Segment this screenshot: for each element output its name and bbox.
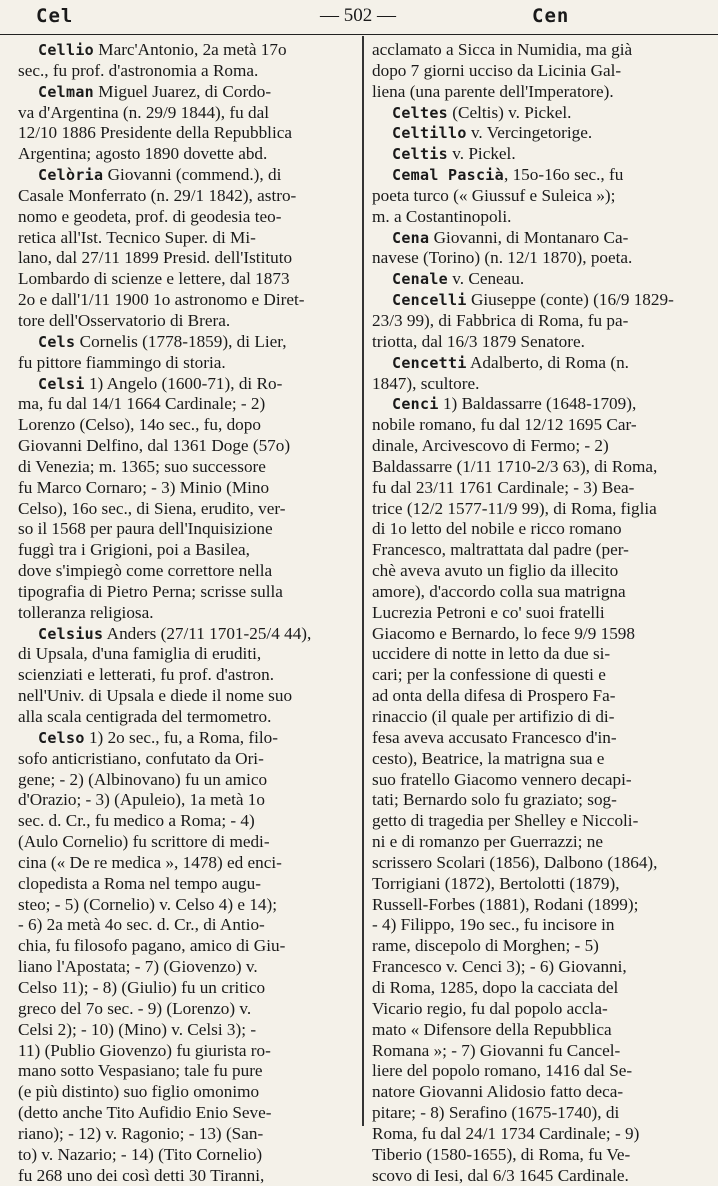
text-line — [372, 686, 706, 707]
line-text: Vicario regio, fu dal popolo accla- — [372, 998, 608, 1018]
text-line — [18, 895, 354, 916]
line-text: chia, fu filosofo pagano, amico di Giu- — [18, 936, 286, 956]
line-text: navese (Torino) (n. 12/1 1870), poeta. — [372, 248, 633, 268]
line-text: Celsi 2); - 10) (Mino) v. Celsi 3); - — [18, 1019, 257, 1039]
text-line — [18, 1041, 354, 1062]
line-text: ni e di romanzo per Guerrazzi; ne — [372, 832, 603, 852]
entry-headword: Cels — [38, 332, 76, 351]
line-text: - 6) 2a metà 4o sec. d. Cr., di Antio- — [18, 915, 265, 935]
line-text: lano, dal 27/11 1899 Presid. dell'Istituto — [18, 248, 293, 268]
text-line — [18, 811, 354, 832]
text-line — [372, 978, 706, 999]
text-line — [372, 832, 706, 853]
text-line — [372, 936, 706, 957]
line-text: Francesco, maltrattata dal padre (per- — [372, 540, 629, 560]
line-text: fesa aveva accusato Francesco d'in- — [372, 727, 617, 747]
text-line — [372, 770, 706, 791]
line-text: cesto), Beatrice, la matrigna sua e — [372, 748, 605, 768]
text-line — [372, 186, 706, 207]
text-line — [372, 374, 706, 395]
text-line — [18, 1082, 354, 1103]
text-line — [372, 603, 706, 624]
text-line — [372, 895, 706, 916]
line-text: d'Orazio; - 3) (Apuleio), 1a metà 1o — [18, 790, 265, 810]
text-line — [18, 415, 354, 436]
line-text: 1847), scultore. — [372, 373, 480, 393]
line-text: , 15o-16o sec., fu — [503, 165, 624, 185]
entry-headword: Celsius — [38, 624, 104, 643]
line-text: alla scala centigrada del termometro. — [18, 707, 272, 726]
line-text: 2o e dall'1/11 1900 1o astronomo e Diret- — [18, 290, 305, 310]
line-text: Miguel Juarez, di Cordo- — [94, 81, 272, 101]
left-column — [18, 40, 354, 1185]
column-divider — [362, 36, 364, 1126]
line-text: m. a Costantinopoli. — [372, 206, 512, 226]
line-text: Baldassarre (1/11 1710-2/3 63), di Roma, — [372, 456, 658, 476]
text-line — [372, 707, 706, 728]
line-text: Anders (27/11 1701-25/4 44), — [103, 623, 312, 643]
line-text: 1) Baldassarre (1648-1709), — [438, 394, 637, 414]
line-text: tolleranza religiosa. — [18, 602, 154, 622]
line-text: tati; Bernardo solo fu graziato; sog- — [372, 790, 617, 810]
entry-headword: Celman — [38, 82, 94, 101]
entry-headword: Celtes — [392, 103, 448, 122]
line-text: natore Giovanni Alidosio fatto deca- — [372, 1082, 624, 1102]
text-line — [18, 311, 354, 332]
entry-start-line — [372, 290, 706, 311]
line-text: scrissero Scolari (1856), Dalbono (1864), — [372, 852, 658, 872]
entry-headword: Cenale — [392, 270, 448, 289]
text-line — [372, 1124, 706, 1145]
text-line — [18, 499, 354, 520]
header-first-word: Cel — [36, 5, 74, 27]
text-line — [18, 519, 354, 540]
line-text: to) v. Nazario; - 14) (Tito Cornelio) — [18, 1144, 263, 1164]
line-text: Celso 11); - 8) (Giulio) fu un critico — [18, 977, 266, 997]
text-line — [372, 790, 706, 811]
line-text: ad onta della difesa di Prospero Fa- — [372, 686, 616, 706]
line-text: nomo e geodeta, prof. di geodesia teo- — [18, 206, 282, 226]
text-line — [18, 290, 354, 311]
line-text: clopedista a Roma nel tempo augu- — [18, 873, 261, 893]
text-line — [372, 540, 706, 561]
line-text: greco del 7o sec. - 9) (Lorenzo) v. — [18, 998, 252, 1018]
line-text: Roma, fu dal 24/1 1734 Cardinale; - 9) — [372, 1123, 640, 1143]
text-line — [18, 103, 354, 124]
line-text: liena (una parente dell'Imperatore). — [372, 81, 614, 101]
text-line — [372, 644, 706, 665]
line-text: Giovanni Delfino, dal 1361 Doge (57o) — [18, 436, 291, 456]
line-text: triotta, dal 16/3 1879 Senatore. — [372, 331, 585, 351]
entry-start-line — [18, 82, 354, 103]
text-line — [18, 540, 354, 561]
entry-start-line — [372, 353, 706, 374]
line-text: scovo di Iesi, dal 6/3 1645 Cardinale. — [372, 1165, 629, 1185]
text-line — [18, 853, 354, 874]
entry-headword: Celsi — [38, 374, 85, 393]
text-line — [372, 665, 706, 686]
line-text: mano sotto Vespasiano; tale fu pure — [18, 1061, 263, 1081]
line-text: Tiberio (1580-1655), di Roma, fu Ve- — [372, 1144, 631, 1164]
line-text: dove s'impiegò come correttore nella — [18, 561, 273, 581]
line-text: Giovanni (commend.), di — [103, 165, 282, 185]
line-text: Adalberto, di Roma (n. — [466, 352, 629, 372]
text-line — [18, 603, 354, 624]
line-text: dinale, Arcivescovo di Fermo; - 2) — [372, 436, 609, 456]
line-text: poeta turco (« Giussuf e Suleica »); — [372, 185, 616, 205]
text-line — [372, 811, 706, 832]
text-line — [372, 749, 706, 770]
line-text: di Roma, 1285, dopo la cacciata del — [372, 977, 619, 997]
line-text: di Venezia; m. 1365; suo successore — [18, 456, 266, 476]
text-line — [372, 82, 706, 103]
line-text: tipografia di Pietro Perna; scrisse sulla — [18, 581, 283, 601]
text-line — [18, 957, 354, 978]
line-text: fu 268 uno dei così detti 30 Tiranni, — [18, 1165, 265, 1185]
line-text: v. Vercingetorige. — [466, 123, 593, 143]
text-line — [18, 665, 354, 686]
line-text: v. Pickel. — [448, 144, 516, 164]
entry-headword: Cencetti — [392, 353, 467, 372]
text-line — [18, 874, 354, 895]
line-text: dopo 7 giorni ucciso da Licinia Gal- — [372, 60, 622, 80]
text-line — [18, 790, 354, 811]
line-text: suo fratello Giacomo vennero decapi- — [372, 769, 632, 789]
text-line — [372, 61, 706, 82]
entry-start-line — [18, 728, 354, 749]
entry-headword: Celtis — [392, 145, 448, 164]
text-line — [372, 415, 706, 436]
line-text: sofo anticristiano, confutato da Ori- — [18, 748, 264, 768]
line-text: di 1o letto del nobile e ricco romano — [372, 519, 622, 539]
text-line — [372, 1166, 706, 1186]
text-line — [372, 561, 706, 582]
line-text: getto di tragedia per Shelley e Niccoli- — [372, 811, 639, 831]
line-text: mato « Difensore della Repubblica — [372, 1019, 612, 1039]
text-line — [18, 644, 354, 665]
header-last-word: Cen — [532, 5, 570, 27]
text-line — [18, 144, 354, 165]
text-line — [18, 582, 354, 603]
entry-start-line — [372, 228, 706, 249]
line-text: cari; per la confessione di questi e — [372, 665, 606, 685]
line-text: retica all'Ist. Tecnico Super. di Mi- — [18, 227, 256, 247]
line-text: Giovanni, di Montanaro Ca- — [429, 227, 629, 247]
text-line — [372, 582, 706, 603]
line-text: - 4) Filippo, 19o sec., fu incisore in — [372, 915, 615, 935]
line-text: scienziati e letterati, fu prof. d'astron. — [18, 665, 275, 685]
text-line — [372, 478, 706, 499]
line-text: trice (12/2 1577-11/9 99), di Roma, figlia — [372, 498, 657, 518]
page-header — [0, 0, 718, 35]
line-text: Argentina; agosto 1890 dovette abd. — [18, 144, 268, 164]
line-text: sec., fu prof. d'astronomia a Roma. — [18, 60, 259, 80]
text-line — [372, 519, 706, 540]
text-line — [18, 248, 354, 269]
text-line — [18, 353, 354, 374]
text-line — [18, 999, 354, 1020]
text-line — [372, 999, 706, 1020]
line-text: 23/3 99), di Fabbrica di Roma, fu pa- — [372, 310, 629, 330]
line-text: fu dal 23/11 1761 Cardinale; - 3) Bea- — [372, 477, 635, 497]
entry-start-line — [372, 123, 706, 144]
line-text: pitare; - 8) Serafino (1675-1740), di — [372, 1103, 620, 1123]
entry-headword: Celòria — [38, 166, 104, 185]
text-line — [372, 499, 706, 520]
text-line — [18, 1145, 354, 1166]
text-line — [18, 832, 354, 853]
text-line — [372, 1103, 706, 1124]
text-line — [18, 978, 354, 999]
line-text: fu Marco Cornaro; - 3) Minio (Mino — [18, 477, 270, 497]
line-text: nobile romano, fu dal 12/12 1695 Car- — [372, 415, 637, 435]
text-line — [18, 186, 354, 207]
entry-headword: Cencelli — [392, 291, 467, 310]
entry-headword: Cemal Pascià — [392, 166, 504, 185]
line-text: rinaccio (il quale per artifizio di di- — [372, 707, 615, 726]
line-text: Marc'Antonio, 2a metà 17o — [94, 40, 287, 59]
text-line — [372, 311, 706, 332]
line-text: tore dell'Osservatorio di Brera. — [18, 310, 231, 330]
text-line — [372, 1145, 706, 1166]
entry-start-line — [18, 374, 354, 395]
line-text: (Celtis) v. Pickel. — [448, 102, 572, 122]
text-line — [18, 707, 354, 728]
text-line — [372, 1082, 706, 1103]
line-text: 11) (Publio Giovenzo) fu giurista ro- — [18, 1040, 271, 1060]
line-text: Giacomo e Bernardo, lo fece 9/9 1598 — [372, 623, 635, 643]
text-line — [372, 332, 706, 353]
line-text: Lorenzo (Celso), 14o sec., fu, dopo — [18, 415, 261, 435]
line-text: amore), d'accordo colla sua matrigna — [372, 581, 626, 601]
entry-start-line — [372, 269, 706, 290]
text-line — [372, 40, 706, 61]
line-text: so il 1568 per paura dell'Inquisizione — [18, 519, 273, 539]
page-number: — 502 — — [320, 5, 396, 26]
text-line — [372, 874, 706, 895]
line-text: cina (« De re medica », 1478) ed enci- — [18, 852, 282, 872]
text-line — [18, 478, 354, 499]
entry-start-line — [18, 40, 354, 61]
text-line — [18, 770, 354, 791]
text-line — [372, 728, 706, 749]
line-text: acclamato a Sicca in Numidia, ma già — [372, 40, 633, 59]
entry-start-line — [372, 165, 706, 186]
entry-headword: Cenci — [392, 395, 439, 414]
text-line — [18, 1103, 354, 1124]
text-line — [18, 1061, 354, 1082]
line-text: nell'Univ. di Upsala e diede il nome suo — [18, 686, 293, 706]
text-line — [18, 61, 354, 82]
line-text: uccidere di notte in letto da due si- — [372, 644, 611, 664]
text-line — [372, 853, 706, 874]
text-line — [372, 436, 706, 457]
line-text: v. Ceneau. — [448, 269, 525, 289]
text-line — [372, 1020, 706, 1041]
text-line — [372, 624, 706, 645]
line-text: (detto anche Tito Aufidio Enio Seve- — [18, 1103, 272, 1123]
line-text: Torrigiani (1872), Bertolotti (1879), — [372, 873, 620, 893]
line-text: (Aulo Cornelio) fu scrittore di medi- — [18, 832, 270, 852]
entry-start-line — [372, 394, 706, 415]
entry-start-line — [18, 165, 354, 186]
line-text: Giuseppe (conte) (16/9 1829- — [466, 290, 674, 310]
text-line — [372, 457, 706, 478]
line-text: di Upsala, d'una famiglia di eruditi, — [18, 644, 262, 664]
text-line — [18, 457, 354, 478]
text-line — [18, 269, 354, 290]
line-text: Cornelis (1778-1859), di Lier, — [75, 331, 287, 351]
line-text: Lombardo di scienze e lettere, dal 1873 — [18, 269, 290, 289]
line-text: ma, fu dal 14/1 1664 Cardinale; - 2) — [18, 394, 266, 414]
text-line — [372, 1041, 706, 1062]
text-line — [18, 936, 354, 957]
entry-start-line — [372, 144, 706, 165]
entry-start-line — [18, 624, 354, 645]
line-text: liere del popolo romano, 1416 dal Se- — [372, 1061, 633, 1081]
line-text: fuggì tra i Grigioni, poi a Basilea, — [18, 540, 250, 560]
line-text: 1) 2o sec., fu, a Roma, filo- — [84, 727, 278, 747]
entry-headword: Celso — [38, 728, 85, 747]
line-text: Celso), 16o sec., di Siena, erudito, ver- — [18, 498, 286, 518]
text-line — [18, 915, 354, 936]
line-text: 12/10 1886 Presidente della Repubblica — [18, 123, 292, 143]
line-text: sec. d. Cr., fu medico a Roma; - 4) — [18, 811, 255, 831]
text-line — [18, 561, 354, 582]
entry-headword: Cellio — [38, 41, 94, 59]
text-line — [372, 915, 706, 936]
line-text: gene; - 2) (Albinovano) fu un amico — [18, 769, 268, 789]
line-text: fu pittore fiammingo di storia. — [18, 352, 226, 372]
text-line — [18, 123, 354, 144]
line-text: Casale Monferrato (n. 29/1 1842), astro- — [18, 185, 297, 205]
line-text: va d'Argentina (n. 29/9 1844), fu dal — [18, 102, 269, 122]
text-line — [18, 1124, 354, 1145]
text-line — [18, 686, 354, 707]
line-text: (e più distinto) suo figlio omonimo — [18, 1082, 260, 1102]
line-text: riano); - 12) v. Ragonio; - 13) (San- — [18, 1123, 264, 1143]
text-line — [372, 1061, 706, 1082]
entry-start-line — [372, 103, 706, 124]
right-column — [372, 40, 706, 1185]
line-text: 1) Angelo (1600-71), di Ro- — [84, 373, 283, 393]
text-line — [18, 207, 354, 228]
text-line — [18, 1166, 354, 1186]
text-line — [18, 1020, 354, 1041]
text-line — [18, 436, 354, 457]
line-text: steo; - 5) (Cornelio) v. Celso 4) e 14); — [18, 894, 278, 914]
entry-start-line — [18, 332, 354, 353]
entry-headword: Celtillo — [392, 124, 467, 143]
text-line — [18, 228, 354, 249]
line-text: rame, discepolo di Morghen; - 5) — [372, 936, 599, 956]
entry-headword: Cena — [392, 228, 430, 247]
text-line — [18, 749, 354, 770]
line-text: Russell-Forbes (1881), Rodani (1899); — [372, 894, 639, 914]
text-line — [18, 394, 354, 415]
text-line — [372, 957, 706, 978]
line-text: chè aveva avuto un figlio da illecito — [372, 561, 619, 581]
line-text: Lucrezia Petroni e co' suoi fratelli — [372, 602, 605, 622]
line-text: Francesco v. Cenci 3); - 6) Giovanni, — [372, 957, 627, 977]
line-text: Romana »; - 7) Giovanni fu Cancel- — [372, 1040, 621, 1060]
text-line — [372, 207, 706, 228]
line-text: liano l'Apostata; - 7) (Giovenzo) v. — [18, 957, 258, 977]
text-line — [372, 248, 706, 269]
